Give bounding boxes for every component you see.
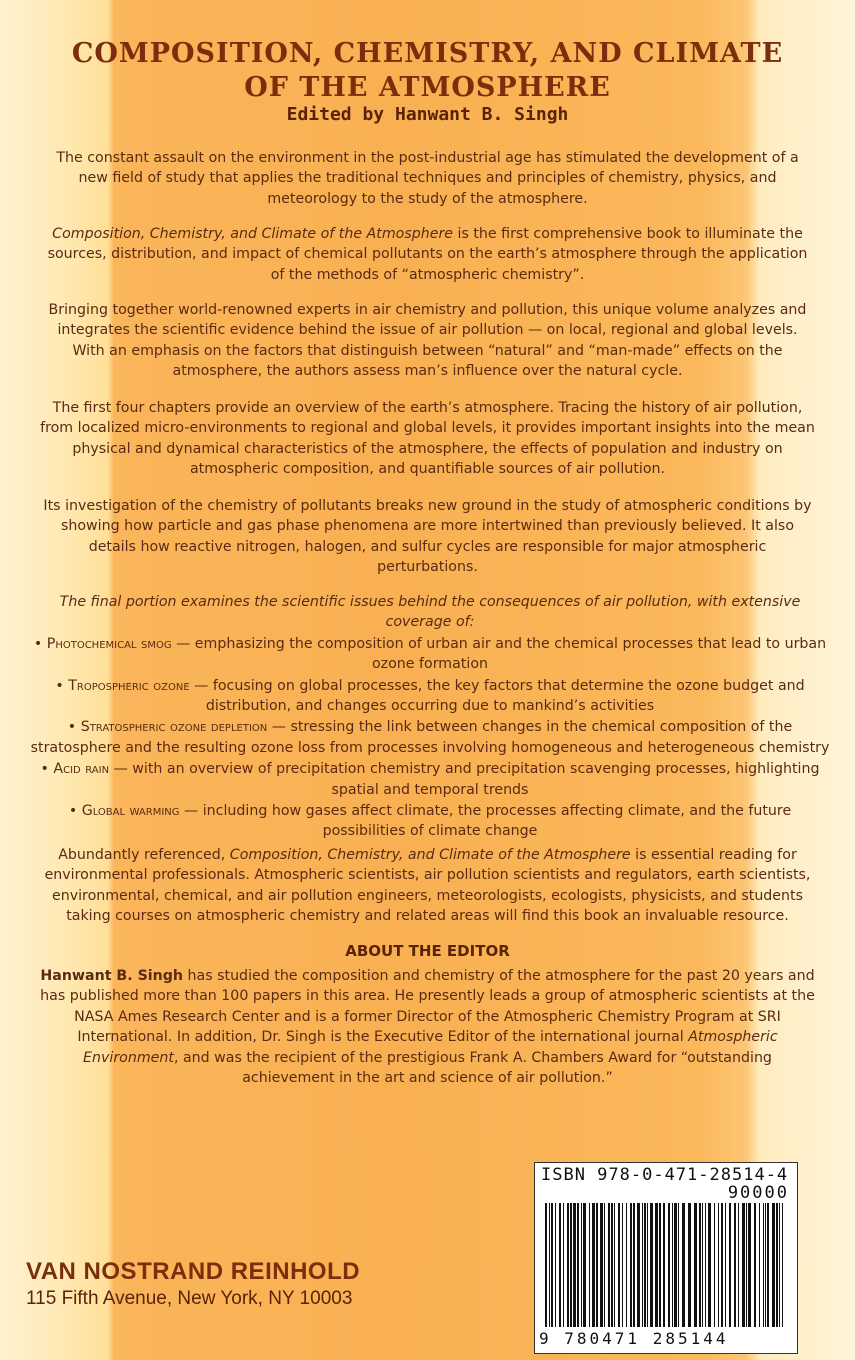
book-title-line-1: COMPOSITION, CHEMISTRY, AND CLIMATE xyxy=(71,38,784,69)
barcode-bar xyxy=(682,1203,685,1327)
isbn-number: ISBN 978-0-471-28514-4 xyxy=(541,1165,789,1185)
barcode-bar xyxy=(776,1203,778,1327)
barcode-bar xyxy=(618,1203,620,1327)
intro-paragraph: The constant assault on the environment in the post-industrial age has stimulated the development of a new field of study that applies the traditional techniques and principles of chemistry, physics, and meteorology to the study of the atmosphere. xyxy=(56,150,799,207)
barcode-bar xyxy=(655,1203,658,1327)
barcode-bar xyxy=(767,1203,769,1327)
barcode-bar xyxy=(668,1203,670,1327)
barcode-bar xyxy=(630,1203,632,1327)
editor-credit: Edited by Hanwant B. Singh xyxy=(286,104,569,125)
barcode-bar xyxy=(650,1203,653,1327)
barcode-bar xyxy=(705,1203,706,1327)
barcode-bar xyxy=(608,1203,610,1327)
barcode-bar xyxy=(746,1203,747,1327)
list-item: • Photochemical smog — emphasizing the composition of urban air and the chemical processes that lead to urban ozone formation xyxy=(33,635,827,673)
barcode-bar xyxy=(637,1203,640,1327)
barcode-bar xyxy=(549,1203,550,1327)
book-description-text: is the first comprehensive book to illuminate the sources, distribution, and impact of chemical pollutants on the earth’s atmosphere through the application of the methods of “atmospheric chemistry”. xyxy=(47,226,808,283)
isbn-barcode xyxy=(534,1162,798,1354)
editor-name: Hanwant B. Singh xyxy=(40,968,184,984)
journal-name: Atmospheric Environment xyxy=(83,1029,778,1066)
barcode-bar xyxy=(694,1203,697,1327)
barcode-bar xyxy=(699,1203,701,1327)
barcode-bar xyxy=(567,1203,569,1327)
barcode-bar xyxy=(663,1203,665,1327)
audience-paragraph: Abundantly referenced, Composition, Chemistry, and Climate of the Atmosphere is essential reading for environmental professionals. Atmospheric scientists, air pollution scientists and regulators, earth scientists, environmental, chemical, and air pollution engineers, meteorologists, ecologists, physicists, and students taking courses on atmospheric chemistry and related areas will find this book an invaluable resource. xyxy=(44,847,811,925)
barcode-bar xyxy=(592,1203,595,1327)
barcode-bar xyxy=(573,1203,576,1327)
barcode-bar xyxy=(583,1203,586,1327)
list-item: • Global warming — including how gases affect climate, the processes affecting climate, and the future possibilities of climate change xyxy=(68,803,792,840)
book-title-italic: Composition, Chemistry, and Climate of the Atmosphere xyxy=(229,847,631,863)
barcode-bar xyxy=(596,1203,598,1327)
barcode-bar xyxy=(581,1203,582,1327)
book-title-line-2: OF THE ATMOSPHERE xyxy=(244,72,611,103)
barcode-bar xyxy=(642,1203,643,1327)
barcode-bar xyxy=(748,1203,751,1327)
barcode-bar xyxy=(614,1203,615,1327)
ean-digits: 9 780471 285144 xyxy=(539,1329,729,1348)
barcode-bar xyxy=(708,1203,711,1327)
barcode-bar xyxy=(734,1203,736,1327)
barcode-bar xyxy=(729,1203,731,1327)
list-item: • Stratospheric ozone depletion — stressing the link between changes in the chemical composition of the stratosphere and the resulting ozone loss from processes involving homogeneous and heterogeneous chemistry xyxy=(30,719,830,756)
barcode-bar xyxy=(674,1203,677,1327)
barcode-bar xyxy=(779,1203,780,1327)
book-title-italic: Composition, Chemistry, and Climate of the Atmosphere xyxy=(52,226,454,242)
barcode-bar xyxy=(782,1203,783,1327)
barcode-bar xyxy=(763,1203,764,1327)
price-code: 90000 xyxy=(727,1183,789,1203)
barcode-bar xyxy=(563,1203,564,1327)
list-item: • Tropospheric ozone — focusing on global processes, the key factors that determine the ozone budget and distribution, and changes occurring due to mankind’s activities xyxy=(55,677,805,715)
experts-paragraph: Bringing together world-renowned experts in air chemistry and pollution, this unique volume analyzes and integrates the scientific evidence behind the issue of air pollution — on local, regional and global levels. With an emphasis on the factors that distinguish between “natural” and “man-made” effects on the atmosphere, the authors assess man’s influence over the natural cycle. xyxy=(48,302,807,380)
barcode-bar xyxy=(772,1203,775,1327)
publisher-name: VAN NOSTRAND REINHOLD xyxy=(26,1258,361,1285)
barcode-bar xyxy=(647,1203,648,1327)
barcode-bar xyxy=(765,1203,766,1327)
barcode-bar xyxy=(589,1203,590,1327)
coverage-intro: The final portion examines the scientific issues behind the consequences of air pollution, with extensive coverage of: xyxy=(59,594,801,631)
barcode-bar xyxy=(611,1203,613,1327)
barcode-bar xyxy=(725,1203,726,1327)
barcode-bar xyxy=(622,1203,623,1327)
barcode-bar xyxy=(626,1203,627,1327)
about-editor-heading: ABOUT THE EDITOR xyxy=(345,942,510,960)
barcode-bar xyxy=(672,1203,673,1327)
barcode-bar xyxy=(570,1203,572,1327)
book-description-paragraph xyxy=(40,224,815,285)
barcode-bar xyxy=(702,1203,703,1327)
barcode-bar xyxy=(718,1203,719,1327)
barcode-bar xyxy=(644,1203,646,1327)
list-item: • Acid rain — with an overview of precipitation chemistry and precipitation scavenging processes, highlighting spatial and temporal trends xyxy=(40,761,820,798)
chapters-overview-paragraph: The first four chapters provide an overview of the earth’s atmosphere. Tracing the history of air pollution, from localized micro-environments to regional and global levels, it provides important insights into the mean physical and dynamical characteristics of the atmosphere, the effects of population and industry on atmospheric composition, and quantifiable sources of air pollution. xyxy=(40,400,815,478)
publisher-address: 115 Fifth Avenue, New York, NY 10003 xyxy=(26,1288,353,1309)
barcode-bar xyxy=(759,1203,760,1327)
barcode-bars xyxy=(545,1203,787,1327)
chemistry-paragraph: Its investigation of the chemistry of pollutants breaks new ground in the study of atmospheric conditions by showing how particle and gas phase phenomena are more intertwined than previously believed. It also details how reactive nitrogen, halogen, and sulfur cycles are responsible for major atmospheric perturbations. xyxy=(43,498,812,576)
coverage-section xyxy=(30,592,830,843)
barcode-bar xyxy=(551,1203,553,1327)
barcode-bar xyxy=(678,1203,679,1327)
barcode-bar xyxy=(659,1203,661,1327)
barcode-bar xyxy=(604,1203,605,1327)
barcode-bar xyxy=(600,1203,603,1327)
barcode-bar xyxy=(742,1203,745,1327)
about-editor-paragraph: Hanwant B. Singh has studied the composition and chemistry of the atmosphere for the past 20 years and has published more than 100 papers in this area. He presently leads a group of atmospheric scientists at the NASA Ames Research Center and is a former Director of the Atmospheric Chemistry Program at SRI International. In addition, Dr. Singh is the Executive Editor of the international journal Atmospheric Environment, and was the recipient of the prestigious Frank A. Chambers Award for “outstanding achievement in the art and science of air pollution.” xyxy=(40,968,815,1087)
barcode-bar xyxy=(559,1203,561,1327)
barcode-bar xyxy=(721,1203,723,1327)
barcode-bar xyxy=(754,1203,756,1327)
barcode-bar xyxy=(545,1203,547,1327)
barcode-bar xyxy=(738,1203,739,1327)
barcode-bar xyxy=(577,1203,579,1327)
barcode-bar xyxy=(555,1203,556,1327)
barcode-bar xyxy=(714,1203,715,1327)
barcode-bar xyxy=(633,1203,635,1327)
barcode-bar xyxy=(688,1203,691,1327)
